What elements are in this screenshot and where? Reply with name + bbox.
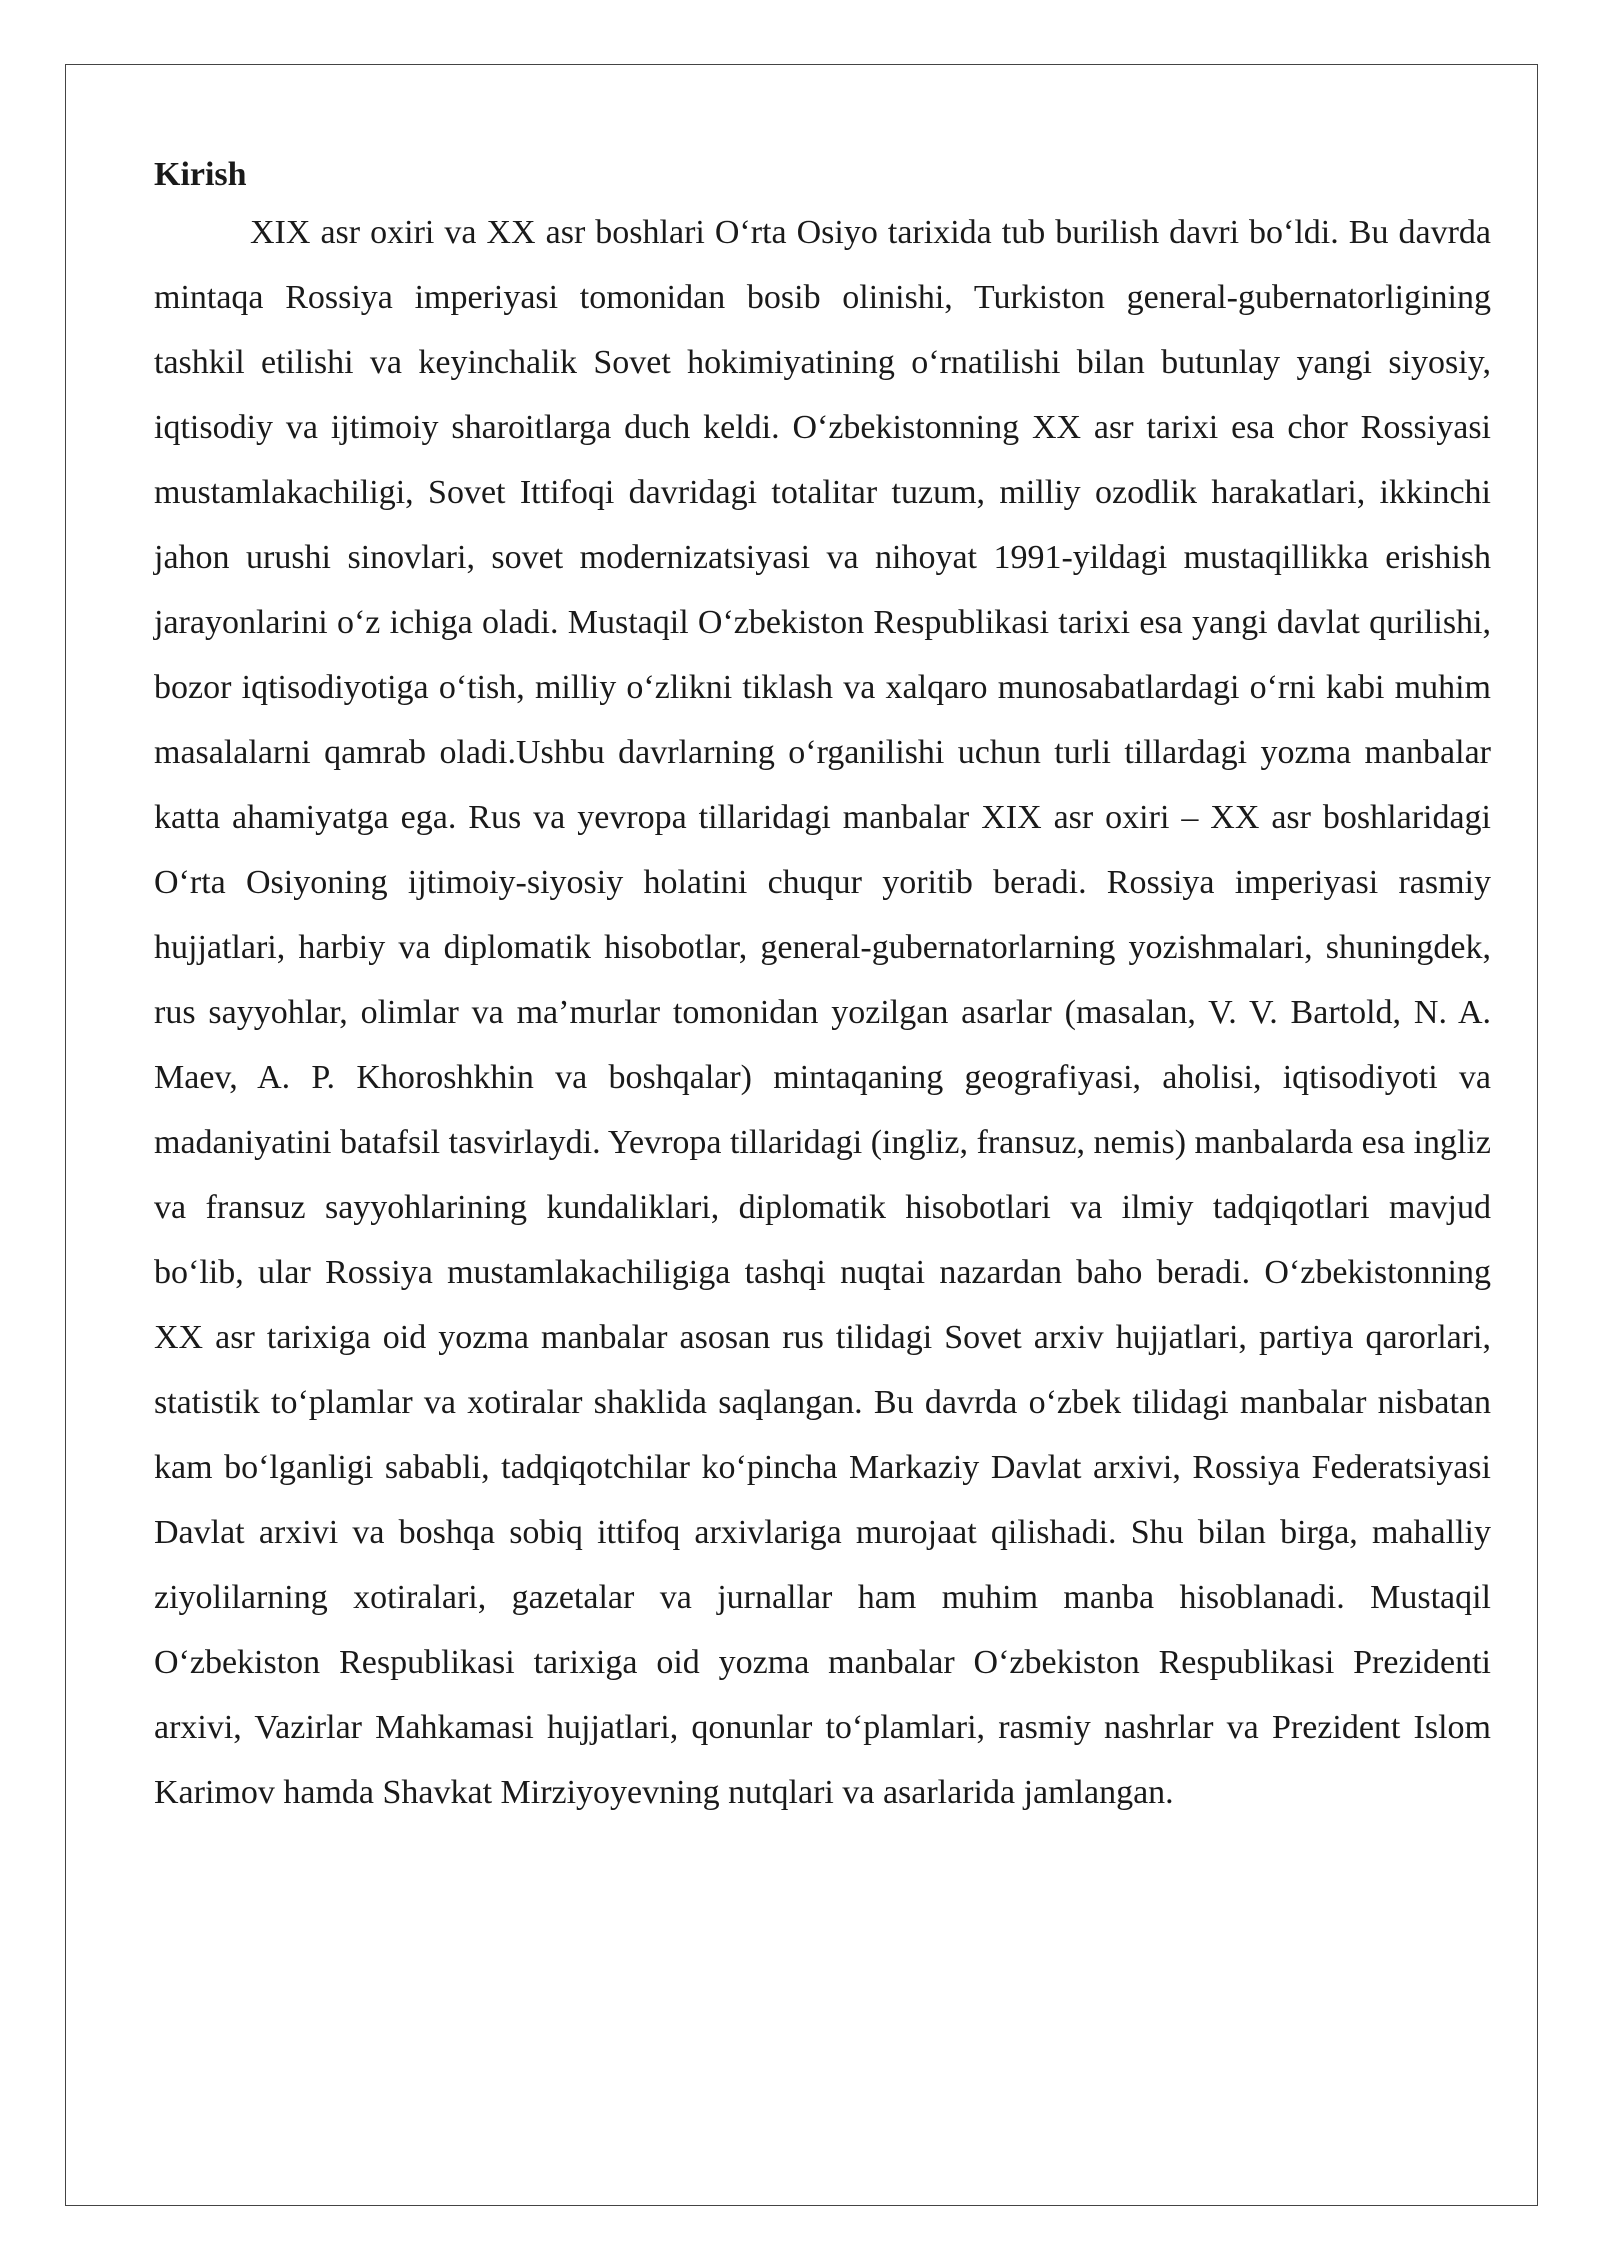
body-paragraph: XIX asr oxiri va XX asr boshlari O‘rta Osiyo tarixida tub burilish davri bo‘ldi. Bu davrda mintaqa Rossiya imperiyasi tomonidan bosib olinishi, Turkiston general-gubernatorligining tashkil etilishi va keyinchalik Sovet hokimiyatining o‘rnatilishi bilan butunlay yangi siyosiy, iqtisodiy va ijtimoiy sharoitlarga duch keldi. O‘zbekistonning XX asr tarixi esa chor Rossiyasi mustamlakachiligi, Sovet Ittifoqi davridagi totalitar tuzum, milliy ozodlik harakatlari, ikkinchi jahon urushi sinovlari, sovet modernizatsiyasi va nihoyat 1991-yildagi mustaqillikka erishish jarayonlarini o‘z ichiga oladi. Mustaqil O‘zbekiston Respublikasi tarixi esa yangi davlat qurilishi, bozor iqtisodiyotiga o‘tish, milliy o‘zlikni tiklash va xalqaro munosabatlardagi o‘rni kabi muhim masalalarni qamrab oladi.Ushbu davrlarning o‘rganilishi uchun turli tillardagi yozma manbalar katta ahamiyatga ega. Rus va yevropa tillaridagi manbalar XIX asr oxiri – XX asr boshlaridagi O‘rta Osiyoning ijtimoiy-siyosiy holatini chuqur yoritib beradi. Rossiya imperiyasi rasmiy hujjatlari, harbiy va diplomatik hisobotlar, general-gubernatorlarning yozishmalari, shuningdek, rus sayyohlar, olimlar va ma’murlar tomonidan yozilgan asarlar (masalan, V. V. Bartold, N. A. Maev, A. P. Khoroshkhin va boshqalar) mintaqaning geografiyasi, aholisi, iqtisodiyoti va madaniyatini batafsil tasvirlaydi. Yevropa tillaridagi (ingliz, fransuz, nemis) manbalarda esa ingliz va fransuz sayyohlarining kundaliklari, diplomatik hisobotlari va ilmiy tadqiqotlari mavjud bo‘lib, ular Rossiya mustamlakachiligiga tashqi nuqtai nazardan baho beradi. O‘zbekistonning XX asr tarixiga oid yozma manbalar asosan rus tilidagi Sovet arxiv hujjatlari, partiya qarorlari, statistik to‘plamlar va xotiralar shaklida saqlangan. Bu davrda o‘zbek tilidagi manbalar nisbatan kam bo‘lganligi sababli, tadqiqotchilar ko‘pincha Markaziy Davlat arxivi, Rossiya Federatsiyasi Davlat arxivi va boshqa sobiq ittifoq arxivlariga murojaat qilishadi. Shu bilan birga, mahalliy ziyolilarning xotiralari, gazetalar va jurnallar ham muhim manba hisoblanadi. Mustaqil O‘zbekiston Respublikasi tarixiga oid yozma manbalar O‘zbekiston Respublikasi Prezidenti arxivi, Vazirlar Mahkamasi hujjatlari, qonunlar to‘plamlari, rasmiy nashrlar va Prezident Islom Karimov hamda Shavkat Mirziyoyevning nutqlari va asarlarida jamlangan. [154, 214, 1491, 1811]
section-heading: Kirish [154, 156, 247, 193]
document-body [154, 150, 1491, 1825]
